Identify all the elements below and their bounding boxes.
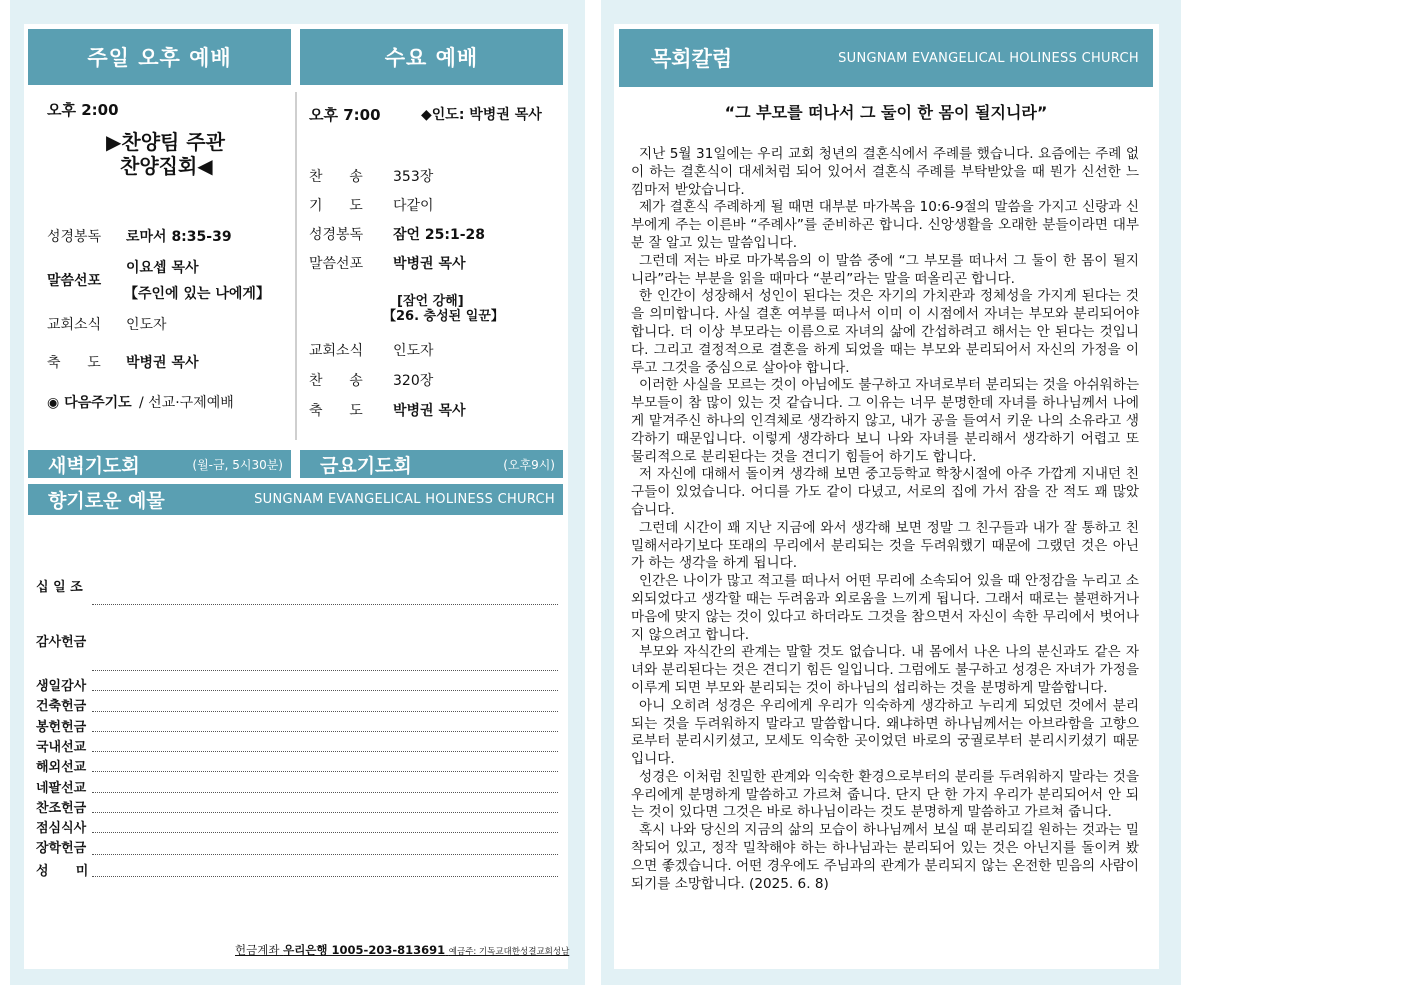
account-label: 헌금계좌 xyxy=(235,943,280,957)
offering-item: 장학헌금 xyxy=(36,841,87,856)
wednesday-header xyxy=(300,29,563,85)
sunday-pm-event-line1: ▶찬양팀 주관 xyxy=(106,130,225,154)
column-header xyxy=(619,29,1153,87)
offering-item: 국내선교 xyxy=(36,740,87,755)
column-paragraph: 부모와 자식간의 관계는 말할 것도 없습니다. 내 몸에서 나온 나의 분신과도 같은 자녀와 분리된다는 것은 견디기 힘든 일입니다. 그럼에도 불구하고 성경은 자녀가 가정을 이루게 되면 부모와 분리되는 것이 하나님의 섭리하는 것을 분명하게 말씀합니다. xyxy=(631,644,1139,696)
column-paragraph: 지난 5월 31일에는 우리 교회 청년의 결혼식에서 주례를 했습니다. 요즘에는 주례 없이 하는 결혼식이 대세처럼 되어 있어서 결혼식 주례를 부탁받았을 때 뭔가 신선한 느낌마저 받았습니다. xyxy=(631,146,1139,198)
sunday-row-value: 이요셉 목사 xyxy=(126,260,199,276)
offering-item: 감사헌금 xyxy=(36,635,87,650)
sunday-pm-event-line2: 찬양집회◀ xyxy=(120,154,213,178)
dawn-prayer-bar xyxy=(28,450,291,478)
offering-line xyxy=(92,711,558,712)
offering-line xyxy=(92,604,558,605)
wednesday-time: 오후 7:00 xyxy=(309,106,381,124)
sunday-pm-time: 오후 2:00 xyxy=(47,101,119,119)
sunday-row-value: 인도자 xyxy=(126,317,167,333)
offering-item: 찬조헌금 xyxy=(36,801,87,816)
column-church-name: SUNGNAM EVANGELICAL HOLINESS CHURCH xyxy=(838,50,1139,66)
dawn-prayer-time: (월-금, 5시30분) xyxy=(192,457,283,472)
friday-prayer-bar xyxy=(300,450,563,478)
column-paragraph: 그런데 저는 바로 마가복음의 이 말씀 중에 “그 부모를 떠나서 그 둘이 한 몸이 될지니라”라는 부분을 읽을 때마다 “분리”라는 말을 떠올리곤 합니다. xyxy=(631,252,1139,287)
offering-item: 건축헌금 xyxy=(36,699,87,714)
column-divider xyxy=(295,92,297,440)
offering-item: 해외선교 xyxy=(36,760,87,775)
wed-row-value: 박병권 목사 xyxy=(393,403,466,419)
column-paragraph: 혹시 나와 당신의 지금의 삶의 모습이 하나님께서 보실 때 분리되길 원하는 것과는 밀착되어 있고, 정작 밀착해야 하는 하나님과는 분리되어 있는 것은 아닌지를 돌이켜 봤으면 좋겠습니다. 어떤 경우에도 주님과의 관계가 분리되지 않는 온전한 믿음의 사람이 되기를 소망합니다. (2025. 6. 8) xyxy=(631,822,1139,892)
sunday-sermon-title: 【주인에 있는 나에게】 xyxy=(124,286,270,302)
offering-line xyxy=(92,854,558,855)
offering-line xyxy=(92,812,558,813)
account-holder: 예금주: 기독교대한성결교회성남 xyxy=(448,947,570,957)
wed-row-label: 성경봉독 xyxy=(309,227,364,243)
offerings-title: 향기로운 예물 xyxy=(48,490,165,512)
column-paragraph: 그런데 시간이 꽤 지난 지금에 와서 생각해 보면 정말 그 친구들과 내가 잘 통하고 친밀해서라기보다 또래의 무리에서 분리되는 것을 두려워했기 때문에 그랬던 것은 아닌가 하는 생각을 하게 됩니다. xyxy=(631,519,1139,572)
wed-row-value: 353장 xyxy=(393,169,434,185)
sunday-row-value: 로마서 8:35-39 xyxy=(126,229,232,245)
wednesday-leader: ◆인도: 박병권 목사 xyxy=(421,107,542,123)
sunday-row-label: 교회소식 xyxy=(47,317,102,333)
sunday-row-label: 말씀선포 xyxy=(47,273,102,289)
offering-item: 네팔선교 xyxy=(36,781,87,796)
column-header-title: 목회칼럼 xyxy=(651,47,733,71)
wed-sermon-series: [잠언 강해] xyxy=(397,294,464,309)
offering-line xyxy=(92,751,558,752)
column-body xyxy=(631,146,1139,893)
dawn-prayer-title: 새벽기도회 xyxy=(48,454,140,477)
wed-row-value: 320장 xyxy=(393,373,434,389)
column-paragraph: 이러한 사실을 모르는 것이 아님에도 불구하고 자녀로부터 분리되는 것을 아쉬워하는 부모들이 참 많이 있는 것 같습니다. 그 이유는 너무 분명한데 자녀를 하나님께서 나에게 맡겨주신 하나의 인격체로 생각하지 않고, 내가 공을 들여서 키운 나의 소유라고 생각하기 때문입니다. 이렇게 생각하다 보니 나와 자녀를 분리해서 생각하기 어렵고 또 물리적으로 분리된다는 것을 견디기 힘들어 하기도 합니다. xyxy=(631,377,1139,465)
offering-item: 점심식사 xyxy=(36,821,87,836)
wed-row-label: 교회소식 xyxy=(309,343,364,359)
offering-line xyxy=(92,670,558,671)
wednesday-title: 수요 예배 xyxy=(384,46,479,70)
wed-sermon-title: 【26. 충성된 일꾼】 xyxy=(383,309,504,324)
sunday-pm-header xyxy=(28,29,291,85)
sunday-row-value: 박병권 목사 xyxy=(126,355,199,371)
column-paragraph: 제가 결혼식 주례하게 될 때면 대부분 마가복음 10:6-9절의 말씀을 가지고 신랑과 신부에게 주는 이른바 “주례사”를 준비하곤 합니다. 신앙생활을 오래한 분들이라면 대부분 잘 알고 있는 말씀입니다. xyxy=(631,199,1139,251)
account-number: 우리은행 1005-203-813691 xyxy=(283,943,446,957)
offering-item: 십 일 조 xyxy=(36,580,83,595)
wed-row-label: 말씀선포 xyxy=(309,256,364,272)
offering-line xyxy=(92,792,558,793)
offering-line xyxy=(92,731,558,732)
wed-row-label: 찬 송 xyxy=(309,169,363,185)
column-paragraph: 아니 오히려 성경은 우리에게 우리가 익숙하게 생각하고 누리게 되었던 것에서 분리되는 것을 두려워하지 말라고 말씀합니다. 왜냐하면 하나님께서는 아브라함을 고향으로부터 분리시키셨고, 모세도 익숙한 곳이었던 바로의 궁궐로부터 분리시키셨기 때문입니다. xyxy=(631,697,1139,768)
sunday-row-label: 성경봉독 xyxy=(47,229,102,245)
wed-row-label: 찬 송 xyxy=(309,373,363,389)
friday-prayer-title: 금요기도회 xyxy=(320,454,412,477)
offerings-church-name: SUNGNAM EVANGELICAL HOLINESS CHURCH xyxy=(254,492,555,507)
wed-row-value: 잠언 25:1-28 xyxy=(393,227,486,243)
offering-line xyxy=(92,771,558,772)
column-title: “그 부모를 떠나서 그 둘이 한 몸이 될지니라” xyxy=(724,103,1048,122)
offerings-header xyxy=(28,484,563,515)
column-paragraph: 저 자신에 대해서 돌이켜 생각해 보면 중고등학교 학창시절에 아주 가깝게 지내던 친구들이 있었습니다. 어디를 가도 같이 다녔고, 서로의 집에 가서 잠을 잔 적도 꽤 많았습니다. xyxy=(631,466,1139,518)
wed-row-value: 인도자 xyxy=(393,343,434,359)
offering-item: 성 미 xyxy=(36,864,89,879)
next-week-prayer-value: / 선교·구제예배 xyxy=(139,395,234,411)
offering-item: 봉헌헌금 xyxy=(36,720,87,735)
offering-account xyxy=(235,942,569,958)
column-paragraph: 인간은 나이가 많고 적고를 떠나서 어떤 무리에 소속되어 있을 때 안정감을 누리고 소외되었다고 생각할 때는 두려움과 외로움을 느끼게 됩니다. 그래서 때로는 불편하거나 마음에 맞지 않는 것이 있다고 하더라도 그것을 참으면서 자신이 속한 무리에서 벗어나지 않으려고 합니다. xyxy=(631,573,1139,643)
offering-item: 생일감사 xyxy=(36,679,87,694)
offering-line xyxy=(92,832,558,833)
next-week-prayer-label: ◉ 다음주기도 xyxy=(47,395,132,411)
wed-row-label: 축 도 xyxy=(309,403,363,419)
wed-row-value: 박병권 목사 xyxy=(393,256,466,272)
friday-prayer-time: (오후9시) xyxy=(503,457,555,472)
wed-row-label: 기 도 xyxy=(309,198,363,214)
wed-row-value: 다같이 xyxy=(393,198,434,214)
sunday-pm-title: 주일 오후 예배 xyxy=(87,46,232,70)
column-paragraph: 한 인간이 성장해서 성인이 된다는 것은 자기의 가치관과 정체성을 가지게 된다는 것을 의미합니다. 사실 결혼 여부를 떠나서 이미 이 시점에서 자녀는 부모와 분리되어야 합니다. 더 이상 부모라는 이름으로 자녀의 삶에 간섭하려고 해서는 안 된다는 것입니다. 그리고 결정적으로 결혼을 하게 되었을 때는 부모와 분리되어서 자신의 가정을 이루고 그것을 중심으로 살아야 합니다. xyxy=(631,288,1139,376)
offering-line xyxy=(92,690,558,691)
offering-line xyxy=(92,876,558,877)
column-paragraph: 성경은 이처럼 친밀한 관계와 익숙한 환경으로부터의 분리를 두려워하지 말라는 것을 우리에게 분명하게 말씀하고 가르쳐 줍니다. 단지 단 한 가지 우리가 분리되어서 안 되는 것이 있다면 그것은 바로 하나님이라는 것도 분명하게 말씀하고 가르쳐 줍니다. xyxy=(631,768,1139,821)
sunday-row-label: 축 도 xyxy=(47,355,101,371)
